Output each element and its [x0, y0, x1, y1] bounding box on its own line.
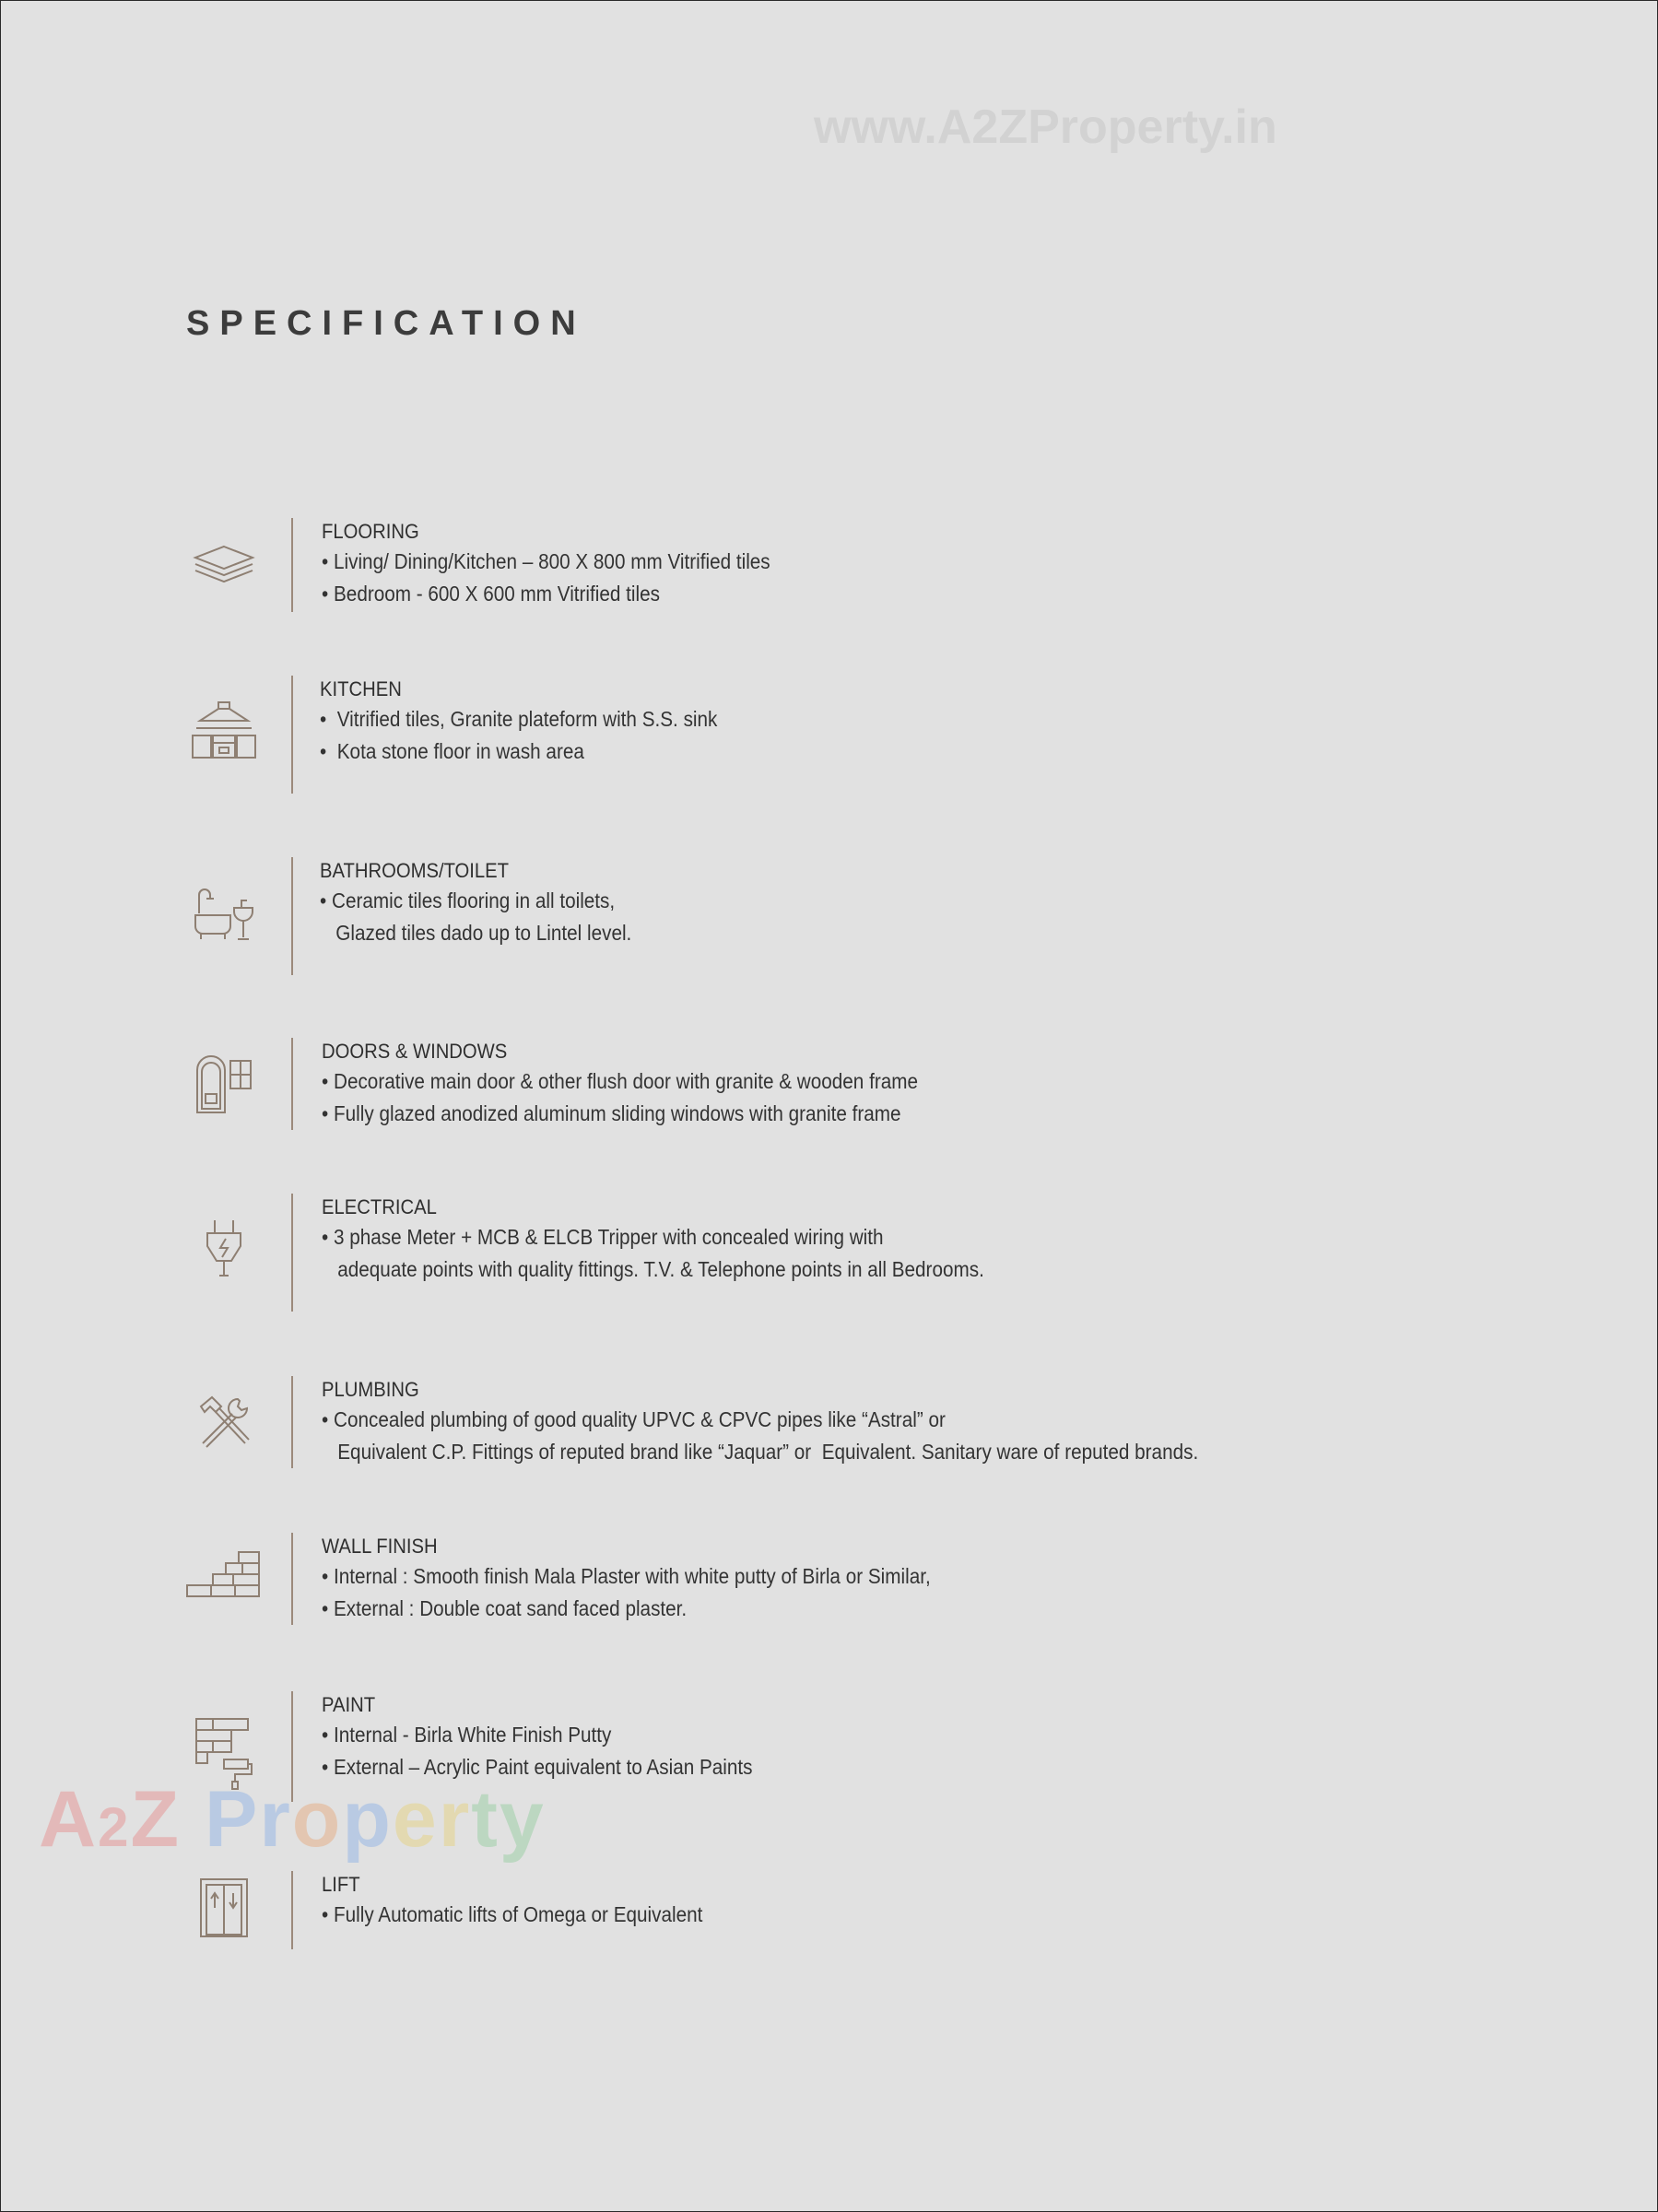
spec-item: • Kota stone floor in wash area [320, 739, 584, 763]
brick-wall-icon [180, 1533, 267, 1620]
section-heading: ELECTRICAL [322, 1195, 437, 1218]
page-title: SPECIFICATION [186, 304, 586, 343]
spec-section-doors-windows [180, 1038, 1286, 1130]
section-divider [291, 518, 293, 612]
spec-item: adequate points with quality fittings. T.V. & Telephone points in all Bedrooms. [322, 1257, 984, 1281]
section-divider [291, 857, 293, 975]
spec-section-flooring [180, 518, 1286, 612]
spec-item: Glazed tiles dado up to Lintel level. [320, 921, 632, 945]
section-divider [291, 1376, 293, 1468]
spec-item: • Ceramic tiles flooring in all toilets, [320, 888, 616, 912]
kitchen-hood-icon [180, 687, 267, 774]
section-heading: LIFT [322, 1873, 360, 1896]
spec-item: • Vitrified tiles, Granite plateform with S.S. sink [320, 707, 718, 731]
bathtub-sink-icon [180, 871, 267, 959]
section-body [322, 518, 820, 610]
spec-item: • Concealed plumbing of good quality UPVC & CPVC pipes like “Astral” or [322, 1407, 946, 1431]
section-body [322, 1376, 1296, 1468]
section-body [320, 676, 761, 768]
website-watermark: www.A2ZProperty.in [814, 100, 1277, 154]
spec-item: • External : Double coat sand faced plaster. [322, 1596, 688, 1620]
spec-item: Equivalent C.P. Fittings of reputed brand like “Jaquar” or Equivalent. Sanitary ware of reputed brands. [322, 1440, 1199, 1464]
section-heading: WALL FINISH [322, 1535, 438, 1558]
electric-plug-icon [180, 1205, 267, 1292]
spec-item: • External – Acrylic Paint equivalent to Asian Paints [322, 1755, 753, 1779]
section-heading: BATHROOMS/TOILET [320, 859, 510, 882]
section-body [320, 857, 666, 949]
section-heading: KITCHEN [320, 677, 402, 700]
spec-section-wall-finish [180, 1533, 1286, 1625]
spec-item: • Decorative main door & other flush door with granite & wooden frame [322, 1069, 918, 1093]
section-body [322, 1194, 1058, 1286]
section-heading: DOORS & WINDOWS [322, 1040, 508, 1063]
a2z-property-logo-watermark: A2Z Property [39, 1775, 546, 1864]
section-divider [291, 676, 293, 794]
section-heading: PLUMBING [322, 1378, 419, 1401]
section-body [322, 1038, 984, 1130]
spec-section-electrical [180, 1194, 1286, 1312]
spec-section-kitchen [180, 676, 1286, 794]
spec-section-plumbing [180, 1376, 1286, 1468]
section-divider [291, 1038, 293, 1130]
section-body [322, 1533, 998, 1625]
section-heading: FLOORING [322, 520, 419, 543]
tiles-stack-icon [180, 523, 267, 610]
spec-item: • Living/ Dining/Kitchen – 800 X 800 mm Vitrified tiles [322, 549, 770, 573]
spec-item: • Internal : Smooth finish Mala Plaster with white putty of Birla or Similar, [322, 1564, 931, 1588]
section-body [322, 1691, 800, 1783]
section-heading: PAINT [322, 1693, 376, 1716]
spec-item: • Bedroom - 600 X 600 mm Vitrified tiles [322, 582, 660, 606]
hammer-wrench-icon [180, 1378, 267, 1465]
spec-item: • Fully glazed anodized aluminum sliding windows with granite frame [322, 1101, 901, 1125]
spec-item: • 3 phase Meter + MCB & ELCB Tripper with concealed wiring with [322, 1225, 884, 1249]
lift-icon [180, 1864, 267, 1951]
door-window-icon [180, 1040, 267, 1127]
section-divider [291, 1871, 293, 1949]
section-divider [291, 1533, 293, 1625]
section-divider [291, 1194, 293, 1312]
spec-item: • Internal - Birla White Finish Putty [322, 1723, 612, 1747]
spec-section-lift [180, 1871, 1286, 1949]
spec-item: • Fully Automatic lifts of Omega or Equivalent [322, 1902, 703, 1926]
section-body [322, 1871, 745, 1931]
spec-section-bathrooms-toilet [180, 857, 1286, 975]
